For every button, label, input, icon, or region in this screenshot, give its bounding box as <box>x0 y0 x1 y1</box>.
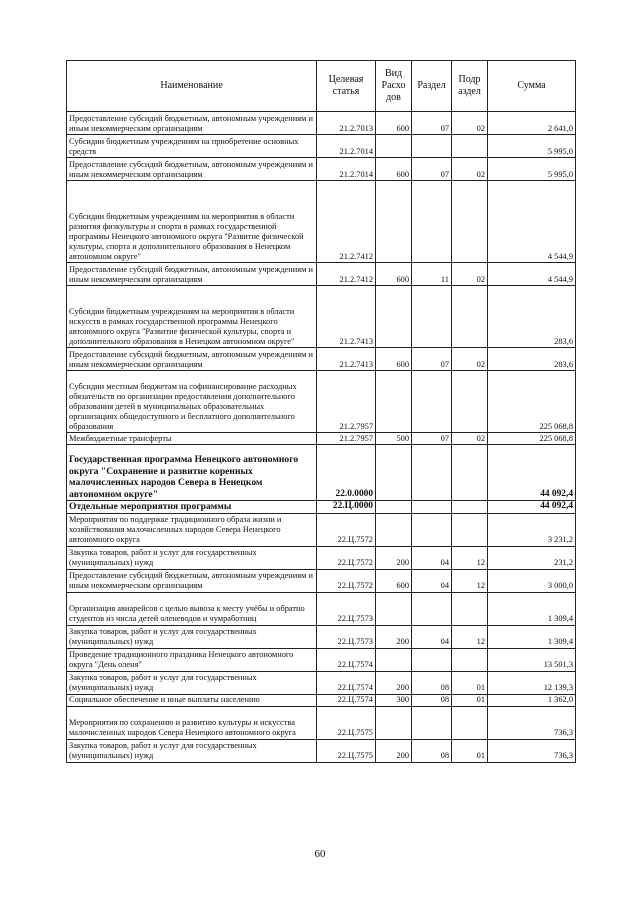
cell-expense-type: 600 <box>376 112 412 135</box>
cell-sum: 2 641,0 <box>488 112 576 135</box>
table-row <box>67 546 576 569</box>
cell-expense-type: 600 <box>376 569 412 592</box>
cell-target-article: 21.2.7014 <box>317 158 376 181</box>
cell-sum: 44 092,4 <box>488 501 576 514</box>
cell-sum: 225 068,8 <box>488 371 576 433</box>
table-row <box>67 625 576 648</box>
cell-sum: 283,6 <box>488 348 576 371</box>
cell-subsection: 01 <box>452 671 488 694</box>
cell-name: Субсидии бюджетным учреждениям на мероприятия в области развития физкультуры и спорта в рамках государственной программы Ненецкого автономного округа "Развитие физической культуры, спорта и дополнительного образования в Ненецком автономном округе" <box>67 181 317 263</box>
cell-target-article: 21.2.7412 <box>317 181 376 263</box>
cell-section: 04 <box>412 569 452 592</box>
cell-section: 11 <box>412 263 452 286</box>
cell-sum: 1 309,4 <box>488 625 576 648</box>
cell-section <box>412 135 452 158</box>
cell-subsection <box>452 592 488 625</box>
cell-target-article: 21.2.7413 <box>317 286 376 348</box>
cell-expense-type <box>376 135 412 158</box>
cell-sum: 3 000,0 <box>488 569 576 592</box>
table-row <box>67 648 576 671</box>
cell-name: Предоставление субсидий бюджетным, автономным учреждениям и иным некоммерческим организациям <box>67 569 317 592</box>
cell-name: Предоставление субсидий бюджетным, автономным учреждениям и иным некоммерческим организациям <box>67 158 317 181</box>
cell-section: 08 <box>412 694 452 706</box>
cell-name: Мероприятия по поддержке традиционного образа жизни и хозяйствования малочисленных народов Севера Ненецкого автономного округа <box>67 513 317 546</box>
cell-target-article: 22.Ц.7573 <box>317 592 376 625</box>
table-row <box>67 348 576 371</box>
cell-subsection <box>452 371 488 433</box>
cell-subsection: 12 <box>452 546 488 569</box>
cell-name: Субсидии бюджетным учреждениям на мероприятия в области искусств в рамках государственной программы Ненецкого автономного округа "Развитие физической культуры, спорта и дополнительного образования в Ненецком автономном округе" <box>67 286 317 348</box>
cell-expense-type: 300 <box>376 694 412 706</box>
cell-sum: 5 995,0 <box>488 135 576 158</box>
cell-sum: 44 092,4 <box>488 445 576 501</box>
cell-subsection: 02 <box>452 433 488 445</box>
cell-target-article: 21.2.7013 <box>317 112 376 135</box>
cell-name: Мероприятия по сохранению и развитию культуры и искусства малочисленных народов Севера Ненецкого автономного округа <box>67 706 317 739</box>
cell-section: 07 <box>412 433 452 445</box>
cell-sum: 3 231,2 <box>488 513 576 546</box>
cell-sum: 4 544,9 <box>488 181 576 263</box>
cell-subsection <box>452 181 488 263</box>
cell-section: 08 <box>412 739 452 762</box>
table-row <box>67 501 576 514</box>
cell-name: Субсидии бюджетным учреждениям на приобретение основных средств <box>67 135 317 158</box>
cell-name: Государственная программа Ненецкого автономного округа "Сохранение и развитие коренных малочисленных народов Севера в Ненецком автономном округе" <box>67 445 317 501</box>
cell-sum: 5 995,0 <box>488 158 576 181</box>
cell-name: Организация авиарейсов с целью вывоза к месту учёбы и обратно студентов из числа детей оленеводов и чумработниц <box>67 592 317 625</box>
cell-name: Закупка товаров, работ и услуг для государственных (муниципальных) нужд <box>67 739 317 762</box>
table-row <box>67 112 576 135</box>
cell-expense-type <box>376 592 412 625</box>
cell-sum: 4 544,9 <box>488 263 576 286</box>
header-name: Наименование <box>67 61 317 112</box>
cell-target-article: 21.2.7957 <box>317 433 376 445</box>
cell-sum: 1 309,4 <box>488 592 576 625</box>
cell-target-article: 22.Ц.7572 <box>317 513 376 546</box>
cell-name: Закупка товаров, работ и услуг для государственных (муниципальных) нужд <box>67 671 317 694</box>
table-row <box>67 592 576 625</box>
table-row <box>67 445 576 501</box>
cell-target-article: 21.2.7957 <box>317 371 376 433</box>
table-row <box>67 371 576 433</box>
cell-expense-type: 200 <box>376 625 412 648</box>
cell-expense-type: 600 <box>376 263 412 286</box>
cell-expense-type: 600 <box>376 348 412 371</box>
cell-sum: 283,6 <box>488 286 576 348</box>
cell-name: Субсидии местным бюджетам на софинансирование расходных обязательств по организации предоставления дополнительного образования детей в муниципальных образовательных организациях общедоступного и бесплатного дополнительного образования <box>67 371 317 433</box>
cell-name: Социальное обеспечение и иные выплаты населению <box>67 694 317 706</box>
table-row <box>67 181 576 263</box>
cell-subsection: 12 <box>452 569 488 592</box>
cell-section <box>412 648 452 671</box>
header-section: Раздел <box>412 61 452 112</box>
cell-expense-type <box>376 648 412 671</box>
cell-subsection: 02 <box>452 112 488 135</box>
cell-subsection <box>452 706 488 739</box>
table-row <box>67 158 576 181</box>
cell-target-article: 21.2.7412 <box>317 263 376 286</box>
cell-section: 07 <box>412 112 452 135</box>
cell-expense-type: 200 <box>376 739 412 762</box>
cell-expense-type <box>376 513 412 546</box>
cell-target-article: 21.2.7413 <box>317 348 376 371</box>
cell-sum: 736,3 <box>488 739 576 762</box>
cell-target-article: 21.2.7014 <box>317 135 376 158</box>
header-expense-type: Вид Расхо дов <box>376 61 412 112</box>
table-row <box>67 739 576 762</box>
cell-subsection: 02 <box>452 158 488 181</box>
cell-name: Межбюджетные трансферты <box>67 433 317 445</box>
cell-sum: 13 501,3 <box>488 648 576 671</box>
cell-subsection <box>452 135 488 158</box>
budget-table <box>66 60 576 763</box>
cell-sum: 1 362,0 <box>488 694 576 706</box>
cell-section <box>412 513 452 546</box>
cell-subsection <box>452 648 488 671</box>
cell-name: Закупка товаров, работ и услуг для государственных (муниципальных) нужд <box>67 546 317 569</box>
cell-sum: 12 139,3 <box>488 671 576 694</box>
cell-target-article: 22.Ц.7572 <box>317 569 376 592</box>
table-row <box>67 263 576 286</box>
cell-expense-type: 200 <box>376 546 412 569</box>
cell-section <box>412 286 452 348</box>
table-row <box>67 135 576 158</box>
cell-expense-type: 600 <box>376 158 412 181</box>
table-row <box>67 286 576 348</box>
cell-name: Проведение традиционного праздника Ненецкого автономного округа "День оленя" <box>67 648 317 671</box>
table-row <box>67 433 576 445</box>
cell-subsection <box>452 445 488 501</box>
cell-expense-type <box>376 706 412 739</box>
header-subsection: Подр аздел <box>452 61 488 112</box>
cell-name: Предоставление субсидий бюджетным, автономным учреждениям и иным некоммерческим организациям <box>67 348 317 371</box>
cell-subsection: 02 <box>452 263 488 286</box>
cell-target-article: 22.Ц.7573 <box>317 625 376 648</box>
cell-name: Отдельные мероприятия программы <box>67 501 317 514</box>
cell-section: 07 <box>412 158 452 181</box>
table-row <box>67 513 576 546</box>
cell-subsection <box>452 513 488 546</box>
table-row <box>67 569 576 592</box>
cell-section <box>412 706 452 739</box>
cell-target-article: 22.Ц.7574 <box>317 694 376 706</box>
cell-subsection: 02 <box>452 348 488 371</box>
table-body <box>67 112 576 763</box>
cell-target-article: 22.Ц.0000 <box>317 501 376 514</box>
cell-target-article: 22.Ц.7572 <box>317 546 376 569</box>
cell-section: 04 <box>412 625 452 648</box>
cell-subsection: 12 <box>452 625 488 648</box>
cell-sum: 225 068,8 <box>488 433 576 445</box>
page-number: 60 <box>314 848 326 860</box>
cell-section: 07 <box>412 348 452 371</box>
cell-section <box>412 181 452 263</box>
cell-target-article: 22.Ц.7574 <box>317 671 376 694</box>
cell-subsection: 01 <box>452 739 488 762</box>
cell-expense-type <box>376 371 412 433</box>
cell-expense-type <box>376 181 412 263</box>
cell-expense-type: 200 <box>376 671 412 694</box>
cell-target-article: 22.Ц.7574 <box>317 648 376 671</box>
cell-section <box>412 501 452 514</box>
cell-subsection <box>452 501 488 514</box>
header-target-article: Целевая статья <box>317 61 376 112</box>
cell-sum: 231,2 <box>488 546 576 569</box>
cell-expense-type <box>376 286 412 348</box>
cell-expense-type <box>376 501 412 514</box>
cell-target-article: 22.0.0000 <box>317 445 376 501</box>
cell-section: 08 <box>412 671 452 694</box>
header-sum: Сумма <box>488 61 576 112</box>
cell-section <box>412 592 452 625</box>
cell-sum: 736,3 <box>488 706 576 739</box>
cell-target-article: 22.Ц.7575 <box>317 706 376 739</box>
table-header-row <box>67 61 576 112</box>
cell-subsection <box>452 286 488 348</box>
cell-name: Закупка товаров, работ и услуг для государственных (муниципальных) нужд <box>67 625 317 648</box>
cell-section <box>412 445 452 501</box>
cell-expense-type <box>376 445 412 501</box>
table-row <box>67 694 576 706</box>
table-row <box>67 706 576 739</box>
cell-target-article: 22.Ц.7575 <box>317 739 376 762</box>
cell-section <box>412 371 452 433</box>
cell-subsection: 01 <box>452 694 488 706</box>
cell-expense-type: 500 <box>376 433 412 445</box>
cell-name: Предоставление субсидий бюджетным, автономным учреждениям и иным некоммерческим организациям <box>67 112 317 135</box>
cell-name: Предоставление субсидий бюджетным, автономным учреждениям и иным некоммерческим организациям <box>67 263 317 286</box>
table-row <box>67 671 576 694</box>
cell-section: 04 <box>412 546 452 569</box>
